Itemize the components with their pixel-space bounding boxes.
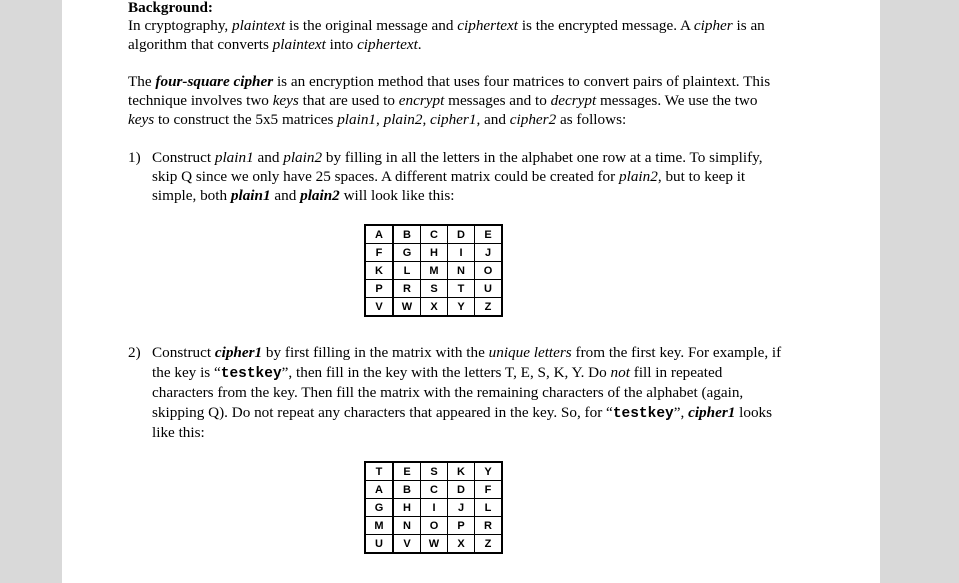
step1-line-2: skip Q since we only have 25 spaces. A different matrix could be created for plain2, but to keep it [152,168,746,185]
cipher-cell: C [421,481,448,499]
cipher-cell: J [448,499,475,517]
cipher-cell: M [365,517,393,535]
plain-cell: Y [448,298,475,317]
plain-cell: D [448,225,475,244]
plain-cell: N [448,262,475,280]
cipher-cell: U [365,535,393,554]
plain-cell: R [393,280,421,298]
step2-line-4: skipping Q). Do not repeat any characters that appeared in the key. So, for “testkey”, cipher1 looks [152,404,773,422]
plain-cell: F [365,244,393,262]
plain-cell: B [393,225,421,244]
step2-line-2: the key is “testkey”, then fill in the key with the letters T, E, S, K, Y. Do not fill in repeated [152,364,723,382]
intro-line-1: In cryptography, plaintext is the original message and ciphertext is the encrypted message. A cipher is an [128,17,765,34]
cipher-cell: I [421,499,448,517]
step2-number: 2) [128,344,141,361]
step1-line-1: Construct plain1 and plain2 by filling in all the letters in the alphabet one row at a time. To simplify, [152,149,763,166]
cipher-cell: P [448,517,475,535]
step1-number: 1) [128,149,141,166]
plain-cell: E [475,225,503,244]
para2-line-3: keys to construct the 5x5 matrices plain1, plain2, cipher1, and cipher2 as follows: [128,111,627,128]
cipher-cell: T [365,462,393,481]
cipher-cell: B [393,481,421,499]
plain-cell: V [365,298,393,317]
cipher-cell: F [475,481,503,499]
plain-cell: U [475,280,503,298]
cipher-cell: A [365,481,393,499]
step2-line-3: characters from the key. Then fill the matrix with the remaining characters of the alphabet (again, [152,384,744,401]
plain-cell: H [421,244,448,262]
plain-cell: P [365,280,393,298]
cipher-cell: H [393,499,421,517]
plain-cell: Z [475,298,503,317]
plain-cell: T [448,280,475,298]
cipher-cell: Z [475,535,503,554]
cipher1-matrix [364,461,503,554]
step2-line-1: Construct cipher1 by first filling in the matrix with the unique letters from the first key. For example, if [152,344,782,361]
plain-cell: G [393,244,421,262]
plain-cell: A [365,225,393,244]
document-page [62,0,880,583]
plain-cell: L [393,262,421,280]
cipher-cell: Y [475,462,503,481]
intro-line-2: algorithm that converts plaintext into ciphertext. [128,36,422,53]
plain-cell: X [421,298,448,317]
plain-cell: J [475,244,503,262]
cipher-cell: O [421,517,448,535]
step1-line-3: simple, both plain1 and plain2 will look like this: [152,187,455,204]
cipher-cell: X [448,535,475,554]
section-heading: Background: [128,0,213,16]
cipher-cell: G [365,499,393,517]
para2-line-1: The four-square cipher is an encryption method that uses four matrices to convert pairs of plaintext. This [128,73,771,90]
plain-cell: M [421,262,448,280]
cipher-cell: R [475,517,503,535]
plain-cell: K [365,262,393,280]
plain-cell: C [421,225,448,244]
cipher-cell: W [421,535,448,554]
cipher-cell: L [475,499,503,517]
plain-cell: O [475,262,503,280]
step2-line-5: like this: [152,424,205,441]
cipher-cell: V [393,535,421,554]
cipher-cell: D [448,481,475,499]
plain-cell: W [393,298,421,317]
para2-line-2: technique involves two keys that are used to encrypt messages and to decrypt messages. We use the two [128,92,758,109]
plain-cell: S [421,280,448,298]
cipher-cell: S [421,462,448,481]
plain-cell: I [448,244,475,262]
plain-matrix [364,224,503,317]
cipher-cell: N [393,517,421,535]
cipher-cell: E [393,462,421,481]
cipher-cell: K [448,462,475,481]
